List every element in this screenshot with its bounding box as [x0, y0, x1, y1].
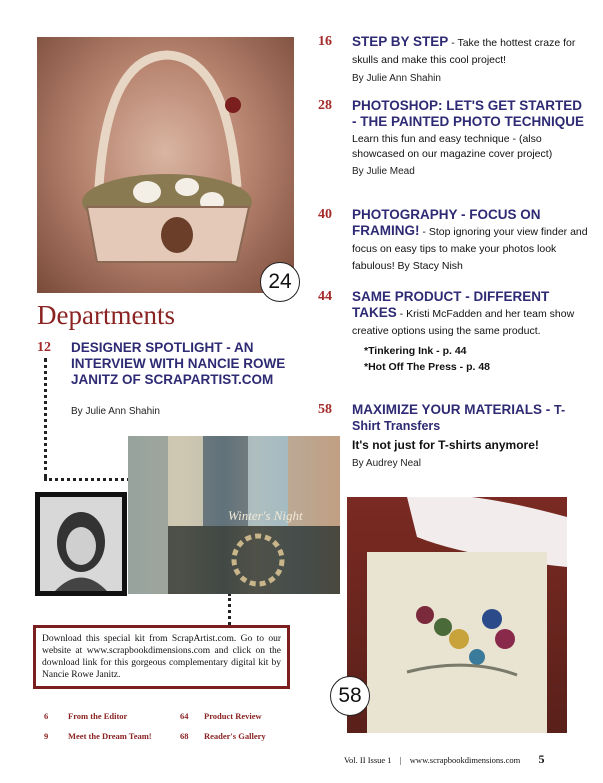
download-info-text: Download this special kit from ScrapArtist.com. Go to our website at www.scrapbookdimensions.com and click on the download link for this gorgeous complementary digital kit by Nancie Rowe Janitz.	[42, 634, 281, 680]
kit-image-caption: Winter's Night	[228, 508, 303, 523]
article-body: SAME PRODUCT - DIFFERENT TAKES - Kristi McFadden and her team show creative options using the same product. *Tinkering Ink - p. 44 *Hot Off The Press - p. 48	[352, 289, 588, 375]
basket-illustration	[37, 37, 294, 293]
article-body	[352, 98, 588, 180]
basket-photo	[37, 37, 294, 293]
folio-website[interactable]: www.scrapbookdimensions.com	[409, 755, 521, 765]
designer-page: 12	[37, 340, 51, 355]
article-body: MAXIMIZE YOUR MATERIALS - T-Shirt Transfers It's not just for T-shirts anymore! By Audrey Neal	[352, 402, 588, 472]
subitem-hot-off-the-press[interactable]: *Hot Off The Press - p. 48	[364, 361, 491, 373]
article-40[interactable]	[318, 207, 588, 277]
footer-link-page: 68	[180, 731, 189, 741]
article-title-suffix: T-Shirt Transfers	[352, 403, 566, 433]
article-44[interactable]	[318, 289, 588, 389]
page-number-badge-24: 24	[260, 262, 300, 302]
tote-illustration	[347, 497, 567, 733]
footer-link-page: 64	[180, 711, 189, 721]
designer-byline: By Julie Ann Shahin	[71, 406, 160, 417]
article-58[interactable]	[318, 402, 588, 492]
digital-kit-image	[128, 436, 340, 594]
article-28[interactable]	[318, 98, 588, 193]
footer-link-from-the-editor[interactable]	[44, 711, 127, 721]
article-byline: By Julie Mead	[352, 166, 415, 177]
article-page: 44	[318, 289, 332, 304]
subitem-tinkering-ink[interactable]: *Tinkering Ink - p. 44	[364, 345, 467, 357]
footer-link-readers-gallery[interactable]	[180, 731, 266, 741]
article-desc: Kristi McFadden and her team show creative options using the same product.	[352, 308, 575, 337]
page-number-badge-58: 58	[330, 676, 370, 716]
article-desc: Learn this fun and easy technique - (also showcased on our magazine cover project)	[352, 133, 553, 160]
footer-link-page: 9	[44, 731, 49, 741]
footer-link-page: 6	[44, 711, 49, 721]
article-page: 58	[318, 402, 332, 417]
article-page: 28	[318, 98, 332, 113]
article-body: STEP BY STEP - Take the hottest craze for skulls and make this cool project! By Julie Ann Shahin	[352, 34, 588, 87]
article-16[interactable]	[318, 34, 588, 84]
designer-spotlight[interactable]	[37, 340, 287, 420]
download-info-box[interactable]	[33, 625, 290, 689]
dotted-connector	[44, 478, 130, 481]
tote-bag-photo	[347, 497, 567, 733]
article-title: MAXIMIZE YOUR MATERIALS	[352, 402, 543, 417]
article-desc: Take the hottest craze for skulls and make this cool project!	[352, 37, 576, 66]
dotted-connector	[44, 358, 47, 478]
designer-title: DESIGNER SPOTLIGHT - AN INTERVIEW WITH NANCIE ROWE JANITZ OF SCRAPARTIST.COM	[71, 340, 286, 387]
footer-link-product-review[interactable]	[180, 711, 262, 721]
footer-link-label: Meet the Dream Team!	[68, 731, 152, 741]
article-page: 16	[318, 34, 332, 49]
portrait-illustration	[35, 492, 127, 596]
article-title: PHOTOSHOP: LET'S GET STARTED - THE PAINTED PHOTO TECHNIQUE	[352, 98, 585, 129]
article-title: PHOTOGRAPHY - FOCUS ON FRAMING!	[352, 207, 541, 238]
dotted-connector	[228, 593, 231, 625]
designer-portrait	[35, 492, 127, 596]
article-page: 40	[318, 207, 332, 222]
folio-separator: |	[399, 755, 402, 765]
footer-link-meet-the-dream-team[interactable]	[44, 731, 152, 741]
folio-page-number: 5	[538, 752, 545, 766]
article-desc: Stop ignoring your view finder and focus on easy tips to make your photos look fabulous! By Stacy Nish	[352, 226, 588, 272]
footer-link-label: Reader's Gallery	[204, 731, 266, 741]
footer-link-label: From the Editor	[68, 711, 128, 721]
article-title: SAME PRODUCT - DIFFERENT TAKES	[352, 289, 550, 320]
article-title: STEP BY STEP	[352, 34, 449, 49]
article-byline: By Audrey Neal	[352, 458, 421, 469]
folio-volume: Vol. II Issue 1	[344, 755, 392, 765]
departments-heading: Departments	[37, 300, 175, 330]
article-tagline: It's not just for T-shirts anymore!	[352, 438, 539, 452]
article-body: PHOTOGRAPHY - FOCUS ON FRAMING! - Stop ignoring your view finder and focus on easy tips to make your photos look fabulous! By Stacy Nish	[352, 207, 588, 272]
folio	[344, 752, 544, 767]
footer-link-label: Product Review	[204, 711, 262, 721]
article-byline: By Julie Ann Shahin	[352, 73, 441, 84]
